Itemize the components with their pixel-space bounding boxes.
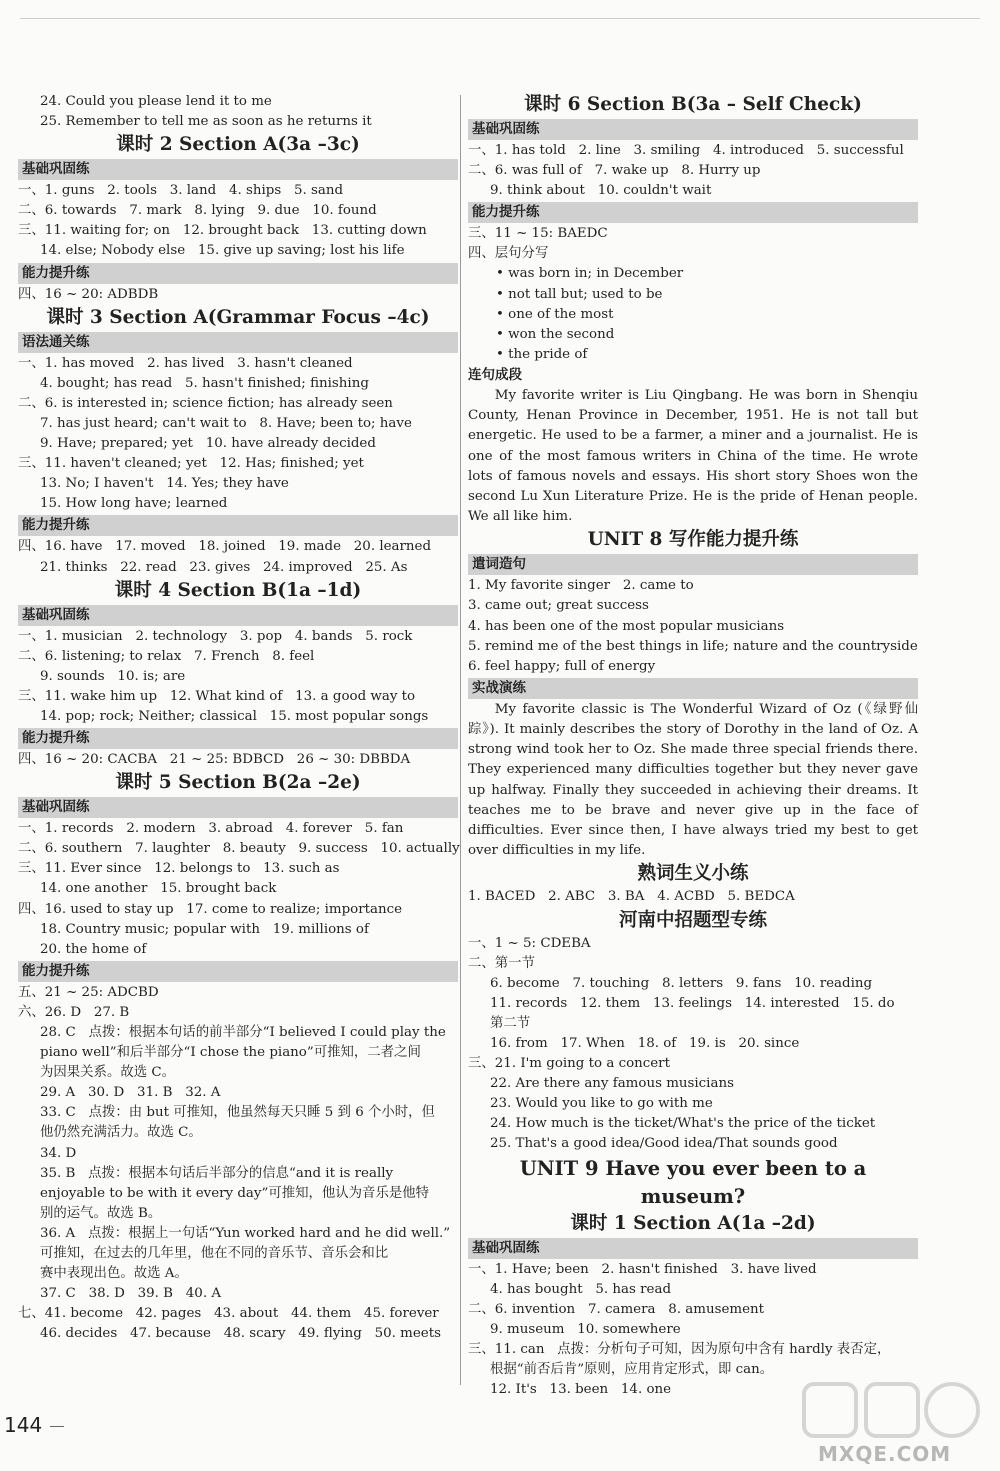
answer-line: 三、11. haven't cleaned; yet 12. Has; finished; yet [18,456,364,472]
answer-line: 二、6. was full of 7. wake up 8. Hurry up [468,163,761,179]
answer-line: 14. pop; rock; Neither; classical 15. most popular songs [40,708,429,724]
answer-line: 16. from 17. When 18. of 19. is 20. since [490,1036,800,1052]
answer-line: 第二节 [490,1015,531,1031]
section-heading: 课时 6 Section B(3a – Self Check) [524,94,862,115]
page-number: 144 [4,1413,43,1437]
answer-line: 46. decides 47. because 48. scary 49. flying 50. meets [40,1326,441,1342]
answer-line: 三、11. Ever since 12. belongs to 13. such as [18,861,340,877]
answer-line: piano well”和后半部分“I chose the piano”可推知，二者之间 [40,1045,421,1061]
answer-line: 二、6. listening; to relax 7. French 8. feel [18,648,315,664]
answer-line: 9. museum 10. somewhere [490,1321,681,1337]
answer-line: 可推知，在过去的几年里，他在不同的音乐节、音乐会和比 [40,1246,389,1262]
answer-line: • won the second [496,326,615,342]
answer-line: 四、16 ~ 20: CACBA 21 ~ 25: BDBCD 26 ~ 30: DBBDA [18,752,411,768]
section-heading: 课时 5 Section B(2a –2e) [115,772,361,794]
answer-line: 25. That's a good idea/Good idea/That sounds good [490,1136,838,1152]
answer-line: 一、1 ~ 5: CDEBA [468,935,591,951]
answer-line: 六、26. D 27. B [18,1004,130,1020]
answer-line: 4. has bought 5. has read [490,1281,672,1297]
answer-line: 二、6. is interested in; science fiction; has already seen [18,395,393,411]
answer-line: enjoyable to be with it every day”可推知，他认为音乐是他特 [40,1185,430,1201]
section-heading: 课时 3 Section A(Grammar Focus –4c) [46,306,430,328]
section-heading: UNIT 9 Have you ever been to a museum? [519,1156,867,1208]
answer-line: 7. has just heard; can't wait to 8. Have; been to; have [40,415,412,431]
answer-line: 37. C 38. D 39. B 40. A [40,1286,222,1302]
answer-line: 24. Could you please lend it to me [40,94,272,109]
answer-line: 二、第一节 [468,955,535,971]
answer-line: 三、11. can 点拨：分析句子可知，因为原句中含有 hardly 表否定， [468,1341,891,1357]
answer-line: 二、6. towards 7. mark 8. lying 9. due 10. found [18,203,377,219]
section-label-bar: 基础巩固练 [18,797,458,818]
answer-line: 一、1. guns 2. tools 3. land 4. ships 5. sand [18,183,344,199]
answer-line: 6. become 7. touching 8. letters 9. fans 10. reading [490,975,873,991]
section-label-bar: 能力提升练 [18,728,458,749]
section-label-bar: 基础巩固练 [468,119,918,140]
answer-line: 14. one another 15. brought back [40,881,277,897]
answer-line: • one of the most [496,306,614,322]
answer-line: 22. Are there any famous musicians [490,1076,734,1092]
answer-line: 33. C 点拨：由 but 可推知，他虽然每天只睡 5 到 6 个小时，但 [40,1105,435,1121]
section-heading: 河南中招题型专练 [618,909,767,931]
answer-line: 11. records 12. them 13. feelings 14. interested 15. do [490,995,895,1011]
watermark-domain: MXQE.COM [818,1442,952,1466]
answer-line: • was born in; in December [496,266,684,282]
answer-line: 20. the home of [40,941,147,957]
answer-line: 23. Would you like to go with me [490,1096,713,1112]
answer-line: 24. How much is the ticket/What's the price of the ticket [490,1116,876,1132]
section-label-bar: 能力提升练 [18,263,458,284]
answer-line: 三、11 ~ 15: BAEDC [468,226,608,242]
answer-line: 18. Country music; popular with 19. millions of [40,921,369,937]
answer-line: 1. BACED 2. ABC 3. BA 4. ACBD 5. BEDCA [468,889,795,905]
right-column [468,92,918,1400]
answer-line: 四、16 ~ 20: ADBDB [18,286,159,302]
section-label-bar: 能力提升练 [18,515,458,536]
answer-line: 一、1. has moved 2. has lived 3. hasn't cleaned [18,355,353,371]
answer-line: • the pride of [496,346,588,362]
answer-line: 赛中表现出色。故选 A。 [40,1266,188,1282]
answer-line: 一、1. has told 2. line 3. smiling 4. introduced 5. successful [468,143,904,158]
answer-line: 13. No; I haven't 14. Yes; they have [40,476,289,492]
answer-line: 15. How long have; learned [40,496,228,512]
answer-line: 36. A 点拨：根据上一句话“Yun worked hard and he did well.” [40,1225,451,1241]
answer-line: 9. Have; prepared; yet 10. have already decided [40,436,376,452]
answer-line: 29. A 30. D 31. B 32. A [40,1085,221,1101]
answer-line: 二、6. invention 7. camera 8. amusement [468,1301,765,1317]
answer-line: 12. It's 13. been 14. one [490,1382,672,1398]
page-number-rule [50,1426,64,1427]
answer-line: 四、16. have 17. moved 18. joined 19. made 20. learned [18,539,432,555]
answer-line: 五、21 ~ 25: ADCBD [18,984,159,1000]
section-label-bar: 能力提升练 [468,202,918,223]
answer-line: 35. B 点拨：根据本句话后半部分的信息“and it is really [40,1165,394,1181]
answer-line: 他仍然充满活力。故选 C。 [40,1125,202,1141]
section-label-bar: 基础巩固练 [18,605,458,626]
column-divider [460,95,461,1385]
section-heading: UNIT 8 写作能力提升练 [587,529,799,551]
answer-line: 14. else; Nobody else 15. give up saving; lost his life [40,243,405,259]
answer-line: 9. sounds 10. is; are [40,668,186,684]
section-label-bar: 基础巩固练 [468,1238,918,1259]
answer-line: • not tall but; used to be [496,286,663,302]
answer-line: 一、1. records 2. modern 3. abroad 4. forever 5. fan [18,821,404,837]
answer-line: 根据“前否后肯”原则，应用肯定形式，即 can。 [490,1362,774,1378]
answer-paragraph: My favorite writer is Liu Qingbang. He was born in Shenqiu County, Henan Province in December, 1951. He is not tall but energetic. He used to be a farmer, a miner and a journalist. He is one of the most famous writers in China of the time. He wrote lots of famous novels and essays. His short story Shoes won the second Lu Xun Literature Prize. He is the pride of Henan people. We all like him. [468,387,918,525]
answer-line: 别的运气。故选 B。 [40,1205,162,1221]
answer-line: 二、6. southern 7. laughter 8. beauty 9. success 10. actually [18,841,460,857]
answer-line: 9. think about 10. couldn't wait [490,183,712,199]
answer-line: 四、层句分写 [468,246,549,262]
answer-line: 三、11. waiting for; on 12. brought back 13. cutting down [18,223,427,239]
section-label-bar: 能力提升练 [18,961,458,982]
answer-line: 三、21. I'm going to a concert [468,1056,670,1072]
answer-line: 4. has been one of the most popular musicians [468,618,785,634]
answer-line: 21. thinks 22. read 23. gives 24. improved 25. As [40,559,408,575]
section-heading: 熟词生义小练 [637,863,749,885]
answer-line: 三、11. wake him up 12. What kind of 13. a good way to [18,688,416,704]
answer-line: 25. Remember to tell me as soon as he returns it [40,114,372,130]
answer-line: 1. My favorite singer 2. came to [468,578,694,594]
answer-line: 四、16. used to stay up 17. come to realize; importance [18,901,403,917]
answer-line: 一、1. musician 2. technology 3. pop 4. bands 5. rock [18,628,413,644]
section-label-bar: 基础巩固练 [18,159,458,180]
answer-line: 七、41. become 42. pages 43. about 44. them 45. forever [18,1306,439,1322]
section-heading: 课时 4 Section B(1a –1d) [114,579,362,601]
answer-line: 6. feel happy; full of energy [468,658,656,674]
answer-line: 3. came out; great success [468,598,649,614]
section-label-bar: 语法通关练 [18,332,458,353]
answer-line: 34. D [40,1145,77,1161]
answer-line: 5. remind me of the best things in life; nature and the countryside [468,638,918,654]
section-heading: 课时 1 Section A(1a –2d) [570,1212,816,1234]
section-label-bar: 遣词造句 [468,554,918,575]
answer-line: 28. C 点拨：根据本句话的前半部分“I believed I could play the [40,1025,446,1040]
left-column [18,92,458,1345]
section-label-bar: 实战演练 [468,678,918,699]
answer-paragraph: My favorite classic is The Wonderful Wizard of Oz (《绿野仙踪》). It mainly describes the story of Dorothy in the land of Oz. A strong wind took her to Oz. She made three special friends there. They experienced many difficulties together but they never gave up halfway. Finally they succeeded in achieving their dreams. It teaches me to be brave and never give up in the face of difficulties. Ever since then, I have always tried my best to get over difficulties in my life. [468,701,918,859]
answer-line: 为因果关系。故选 C。 [40,1065,176,1081]
answer-line: 一、1. Have; been 2. hasn't finished 3. have lived [468,1261,817,1277]
top-rule [20,18,980,19]
answer-line: 4. bought; has read 5. hasn't finished; finishing [40,375,369,391]
subheading: 连句成段 [468,366,522,383]
section-heading: 课时 2 Section A(3a –3c) [116,134,360,156]
